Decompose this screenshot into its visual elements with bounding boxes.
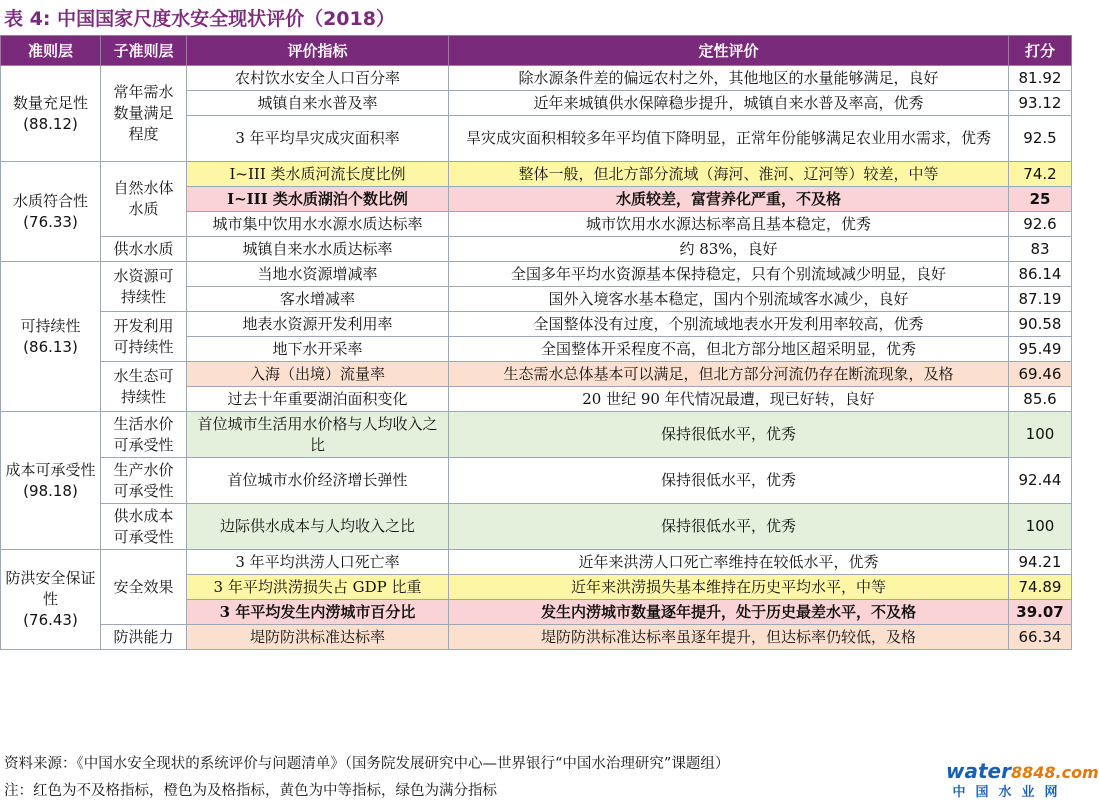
legend-note: 注：红色为不及格指标，橙色为及格指标，黄色为中等指标，绿色为满分指标 <box>4 783 497 799</box>
sub-criteria-cell: 生产水价可承受性 <box>101 458 187 504</box>
score-cell: 92.44 <box>1009 458 1072 504</box>
indicator-cell: 客水增减率 <box>187 287 449 312</box>
table-row <box>1 504 1072 550</box>
evaluation-cell: 国外入境客水基本稳定，国内个别流域客水减少，良好 <box>449 287 1009 312</box>
score-cell: 100 <box>1009 504 1072 550</box>
sub-criteria-cell: 供水成本可承受性 <box>101 504 187 550</box>
table-title-text: 中国国家尺度水安全现状评价（2018） <box>57 8 395 30</box>
score-cell: 92.5 <box>1009 116 1072 162</box>
evaluation-table <box>0 35 1072 650</box>
criteria-score: (76.33) <box>23 212 78 231</box>
indicator-cell: 首位城市水价经济增长弹性 <box>187 458 449 504</box>
indicator-cell: 地下水开采率 <box>187 337 449 362</box>
score-cell: 86.14 <box>1009 262 1072 287</box>
score-cell: 100 <box>1009 412 1072 458</box>
sub-criteria-cell: 生活水价可承受性 <box>101 412 187 458</box>
logo-subtitle: 中国水业网 <box>952 785 1068 800</box>
criteria-score: (76.43) <box>23 611 78 629</box>
criteria-name: 成本可承受性 <box>5 460 96 479</box>
indicator-cell: I~III 类水质河流长度比例 <box>187 162 449 187</box>
evaluation-cell: 城市饮用水水源达标率高且基本稳定，优秀 <box>449 212 1009 237</box>
indicator-cell: 边际供水成本与人均收入之比 <box>187 504 449 550</box>
score-cell: 90.58 <box>1009 312 1072 337</box>
indicator-cell: 当地水资源增减率 <box>187 262 449 287</box>
criteria-name: 防洪安全保证性 <box>5 569 96 608</box>
evaluation-cell: 整体一般，但北方部分流域（海河、淮河、辽河等）较差，中等 <box>449 162 1009 187</box>
criteria-cell <box>1 262 101 412</box>
evaluation-cell: 约 83%，良好 <box>449 237 1009 262</box>
sub-criteria-cell: 自然水体水质 <box>101 162 187 237</box>
evaluation-cell: 旱灾成灾面积相较多年平均值下降明显，正常年份能够满足农业用水需求，优秀 <box>449 116 1009 162</box>
table-row <box>1 262 1072 287</box>
sub-criteria-cell: 水生态可持续性 <box>101 362 187 412</box>
score-cell: 39.07 <box>1009 600 1072 625</box>
score-cell: 66.34 <box>1009 625 1072 650</box>
sub-criteria-cell: 安全效果 <box>101 550 187 625</box>
evaluation-cell: 保持很低水平，优秀 <box>449 412 1009 458</box>
table-header-row <box>1 36 1072 66</box>
logo-wordmark: water8848.com <box>946 759 1099 783</box>
table-row <box>1 66 1072 91</box>
score-cell: 74.89 <box>1009 575 1072 600</box>
criteria-name: 可持续性 <box>20 316 81 335</box>
table-row <box>1 550 1072 575</box>
criteria-score: (98.18) <box>23 481 78 500</box>
evaluation-cell: 近年来城镇供水保障稳步提升，城镇自来水普及率高，优秀 <box>449 91 1009 116</box>
indicator-cell: 3 年平均旱灾成灾面积率 <box>187 116 449 162</box>
score-cell: 93.12 <box>1009 91 1072 116</box>
site-logo <box>946 759 1099 802</box>
indicator-cell: 城镇自来水普及率 <box>187 91 449 116</box>
evaluation-cell: 发生内涝城市数量逐年提升，处于历史最差水平，不及格 <box>449 600 1009 625</box>
source-note: 资料来源：《中国水安全现状的系统评价与问题清单》（国务院发展研究中心—世界银行“中国水治理研究”课题组） <box>4 756 730 772</box>
sub-criteria-cell: 防洪能力 <box>101 625 187 650</box>
evaluation-cell: 20 世纪 90 年代情况最遭，现已好转，良好 <box>449 387 1009 412</box>
sub-criteria-cell: 水资源可持续性 <box>101 262 187 312</box>
score-cell: 94.21 <box>1009 550 1072 575</box>
evaluation-cell: 堤防防洪标准达标率虽逐年提升，但达标率仍较低，及格 <box>449 625 1009 650</box>
sub-criteria-cell: 供水水质 <box>101 237 187 262</box>
indicator-cell: I~III 类水质湖泊个数比例 <box>187 187 449 212</box>
score-cell: 74.2 <box>1009 162 1072 187</box>
indicator-cell: 入海（出境）流量率 <box>187 362 449 387</box>
score-cell: 69.46 <box>1009 362 1072 387</box>
indicator-cell: 农村饮水安全人口百分率 <box>187 66 449 91</box>
score-cell: 92.6 <box>1009 212 1072 237</box>
evaluation-cell: 保持很低水平，优秀 <box>449 458 1009 504</box>
score-cell: 87.19 <box>1009 287 1072 312</box>
header-criteria: 准则层 <box>1 36 101 66</box>
score-cell: 25 <box>1009 187 1072 212</box>
indicator-cell: 过去十年重要湖泊面积变化 <box>187 387 449 412</box>
evaluation-cell: 除水源条件差的偏远农村之外，其他地区的水量能够满足，良好 <box>449 66 1009 91</box>
criteria-cell <box>1 66 101 162</box>
indicator-cell: 地表水资源开发利用率 <box>187 312 449 337</box>
evaluation-cell: 保持很低水平，优秀 <box>449 504 1009 550</box>
table-row <box>1 458 1072 504</box>
criteria-name: 水质符合性 <box>12 191 88 210</box>
header-indicator: 评价指标 <box>187 36 449 66</box>
evaluation-cell: 全国整体开采程度不高，但北方部分地区超采明显，优秀 <box>449 337 1009 362</box>
score-cell: 95.49 <box>1009 337 1072 362</box>
indicator-cell: 3 年平均洪涝损失占 GDP 比重 <box>187 575 449 600</box>
criteria-cell <box>1 412 101 550</box>
header-score: 打分 <box>1009 36 1072 66</box>
criteria-name: 数量充足性 <box>12 93 88 112</box>
table-number: 表 4: <box>4 8 51 30</box>
indicator-cell: 城镇自来水水质达标率 <box>187 237 449 262</box>
evaluation-cell: 全国多年平均水资源基本保持稳定，只有个别流域减少明显，良好 <box>449 262 1009 287</box>
header-sub-criteria: 子准则层 <box>101 36 187 66</box>
evaluation-cell: 近年来洪涝损失基本维持在历史平均水平，中等 <box>449 575 1009 600</box>
evaluation-cell: 水质较差，富营养化严重，不及格 <box>449 187 1009 212</box>
table-title <box>4 4 395 34</box>
table-row <box>1 162 1072 187</box>
evaluation-cell: 生态需水总体基本可以满足，但北方部分河流仍存在断流现象，及格 <box>449 362 1009 387</box>
criteria-score: (86.13) <box>23 337 78 356</box>
indicator-cell: 3 年平均发生内涝城市百分比 <box>187 600 449 625</box>
criteria-cell <box>1 162 101 262</box>
table-row <box>1 362 1072 387</box>
table-row <box>1 312 1072 337</box>
criteria-cell <box>1 550 101 650</box>
score-cell: 81.92 <box>1009 66 1072 91</box>
table-row <box>1 625 1072 650</box>
sub-criteria-cell: 常年需水数量满足程度 <box>101 66 187 162</box>
indicator-cell: 城市集中饮用水水源水质达标率 <box>187 212 449 237</box>
indicator-cell: 3 年平均洪涝人口死亡率 <box>187 550 449 575</box>
score-cell: 83 <box>1009 237 1072 262</box>
criteria-score: (88.12) <box>23 114 78 133</box>
evaluation-cell: 近年来洪涝人口死亡率维持在较低水平，优秀 <box>449 550 1009 575</box>
table-body <box>1 66 1072 650</box>
score-cell: 85.6 <box>1009 387 1072 412</box>
sub-criteria-cell: 开发利用可持续性 <box>101 312 187 362</box>
evaluation-cell: 全国整体没有过度，个别流域地表水开发利用率较高，优秀 <box>449 312 1009 337</box>
header-evaluation: 定性评价 <box>449 36 1009 66</box>
indicator-cell: 堤防防洪标准达标率 <box>187 625 449 650</box>
table-row <box>1 412 1072 458</box>
indicator-cell: 首位城市生活用水价格与人均收入之比 <box>187 412 449 458</box>
table-row <box>1 237 1072 262</box>
